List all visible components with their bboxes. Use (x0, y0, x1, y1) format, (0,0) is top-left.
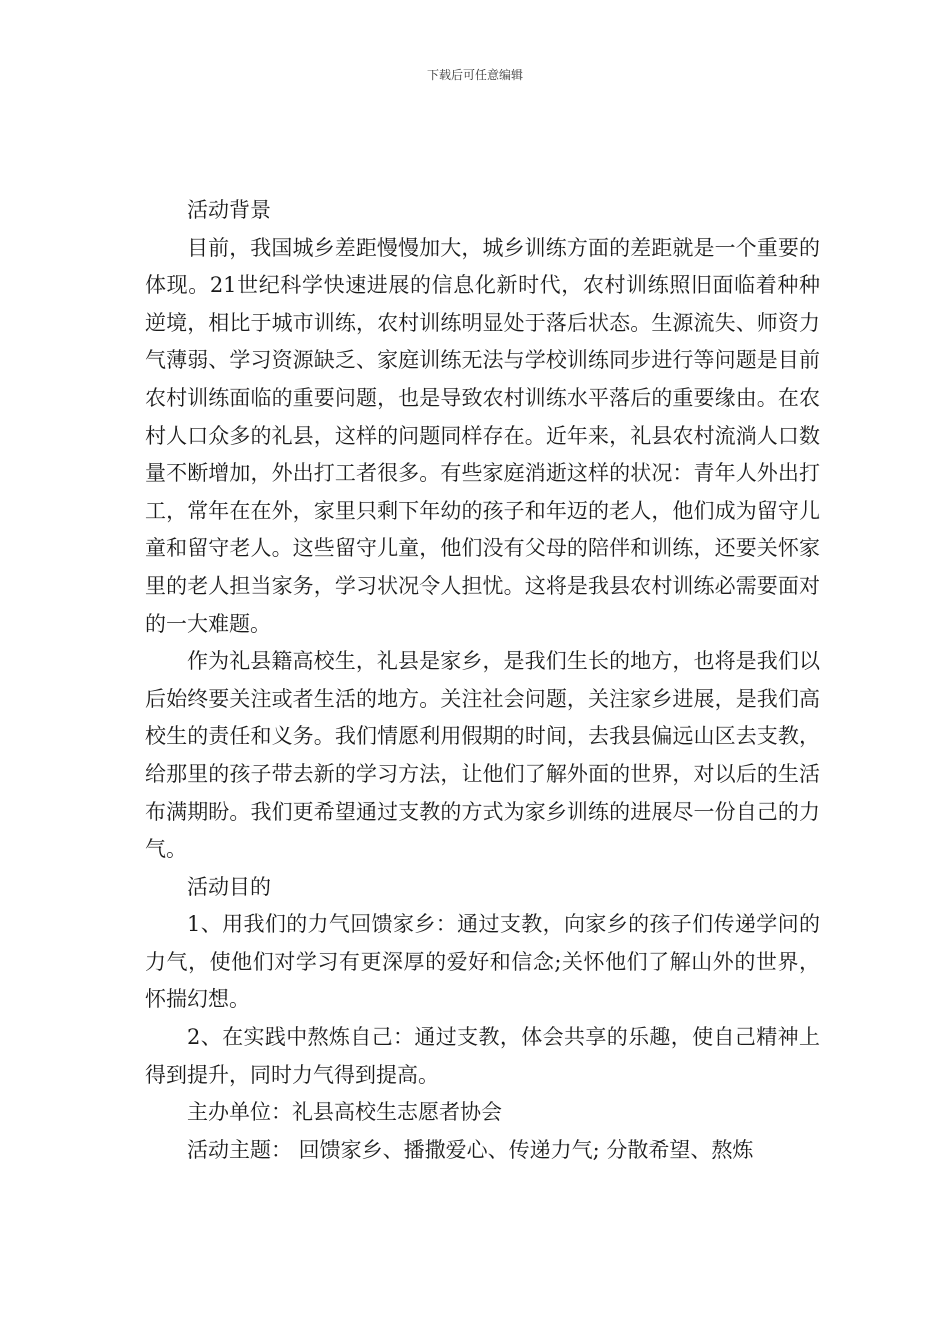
section-heading-background: 活动背景 (187, 198, 271, 222)
paragraph-purpose-1: 1、用我们的力气回馈家乡：通过支教，向家乡的孩子们传递学问的力气，使他们对学习有更深厚的爱好和信念;关怀他们了解山外的世界，怀揣幻想。 (145, 912, 820, 1012)
paragraph-theme: 活动主题： 回馈家乡、播撒爱心、传递力气; 分散希望、熬炼 (187, 1137, 754, 1162)
section-heading-purpose: 活动目的 (187, 874, 271, 899)
document-body (145, 192, 820, 1169)
page-header-note: 下载后可任意编辑 (426, 68, 523, 82)
paragraph-background-2: 作为礼县籍高校生，礼县是家乡，是我们生长的地方，也将是我们以后始终要关注或者生活的地方。关注社会问题，关注家乡进展，是我们高校生的责任和义务。我们情愿利用假期的时间，去我县偏远山区去支教，给那里的孩子带去新的学习方法，让他们了解外面的世界，对以后的生活布满期盼。我们更希望通过支教的方式为家乡训练的进展尽一份自己的力气。 (145, 649, 820, 862)
paragraph-background-1: 目前，我国城乡差距慢慢加大，城乡训练方面的差距就是一个重要的体现。21世纪科学快速进展的信息化新时代，农村训练照旧面临着种种逆境，相比于城市训练，农村训练明显处于落后状态。生源流失、师资力气薄弱、学习资源缺乏、家庭训练无法与学校训练同步进行等问题是目前农村训练面临的重要问题，也是导致农村训练水平落后的重要缘由。在农村人口众多的礼县，这样的问题同样存在。近年来，礼县农村流淌人口数量不断增加，外出打工者很多。有些家庭消逝这样的状况：青年人外出打工，常年在在外，家里只剩下年幼的孩子和年迈的老人，他们成为留守儿童和留守老人。这些留守儿童，他们没有父母的陪伴和训练，还要关怀家里的老人担当家务，学习状况令人担忧。这将是我县农村训练必需要面对的一大难题。 (145, 235, 820, 636)
paragraph-organizer: 主办单位：礼县高校生志愿者协会 (187, 1100, 502, 1125)
paragraph-purpose-2: 2、在实践中熬炼自己：通过支教，体会共享的乐趣，使自己精神上得到提升，同时力气得到提高。 (145, 1025, 820, 1087)
